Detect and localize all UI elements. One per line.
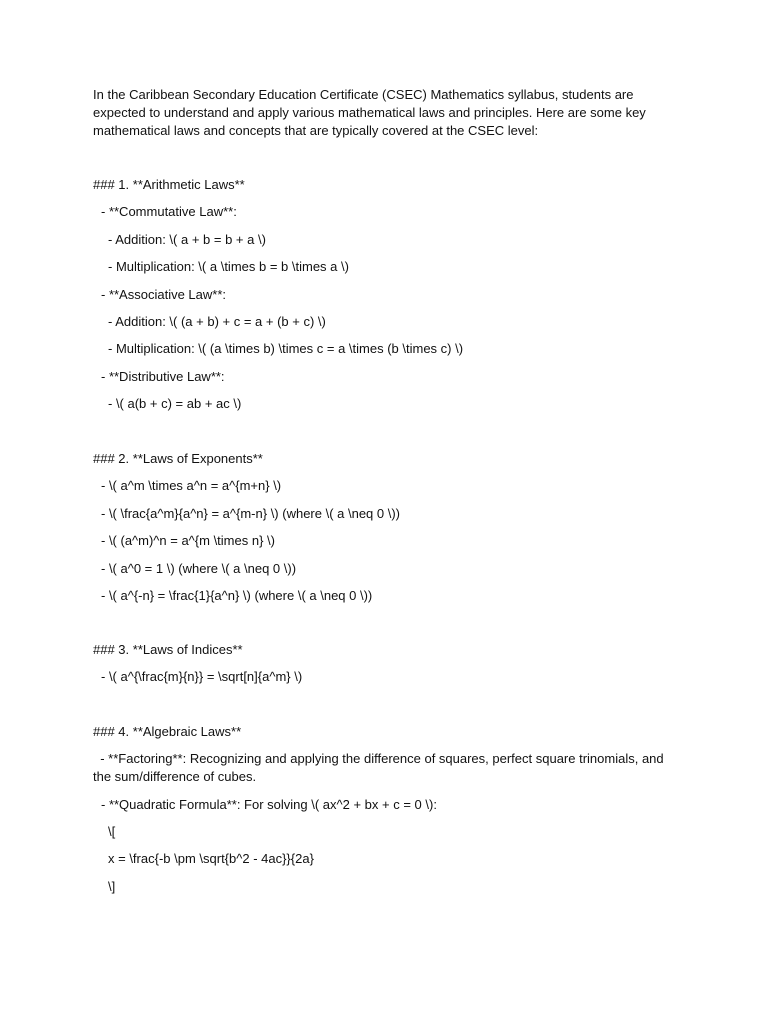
section-heading-algebraic: ### 4. **Algebraic Laws** — [93, 724, 242, 739]
intro-line: mathematical laws and concepts that are typically covered at the CSEC level: — [93, 123, 539, 138]
quadratic-formula-label: - **Quadratic Formula**: For solving \( ax^2 + bx + c = 0 \): — [101, 797, 437, 812]
factoring-line: the sum/difference of cubes. — [93, 769, 257, 784]
section-heading-arithmetic: ### 1. **Arithmetic Laws** — [93, 177, 245, 192]
associative-multiplication: - Multiplication: \( (a \times b) \times c = a \times (b \times c) \) — [108, 341, 464, 356]
commutative-law-label: - **Commutative Law**: — [101, 204, 237, 219]
factoring-paragraph — [93, 750, 678, 786]
section-heading-exponents: ### 2. **Laws of Exponents** — [93, 451, 263, 466]
distributive-rule: - \( a(b + c) = ab + ac \) — [108, 396, 242, 411]
factoring-line: - **Factoring**: Recognizing and applying the difference of squares, perfect square trinomials, and — [93, 751, 664, 766]
commutative-multiplication: - Multiplication: \( a \times b = b \times a \) — [108, 259, 349, 274]
section-heading-indices: ### 3. **Laws of Indices** — [93, 642, 243, 657]
display-math-close: \] — [108, 879, 116, 894]
display-math-open: \[ — [108, 824, 116, 839]
exponent-law-item: - \( a^{-n} = \frac{1}{a^n} \) (where \( a \neq 0 \)) — [101, 588, 373, 603]
exponent-law-item: - \( \frac{a^m}{a^n} = a^{m-n} \) (where \( a \neq 0 \)) — [101, 506, 401, 521]
exponent-law-item: - \( a^0 = 1 \) (where \( a \neq 0 \)) — [101, 561, 297, 576]
intro-line: expected to understand and apply various mathematical laws and principles. Here are some key — [93, 105, 646, 120]
associative-law-label: - **Associative Law**: — [101, 287, 226, 302]
intro-paragraph — [93, 86, 678, 140]
quadratic-formula: x = \frac{-b \pm \sqrt{b^2 - 4ac}}{2a} — [108, 851, 314, 866]
distributive-law-label: - **Distributive Law**: — [101, 369, 225, 384]
intro-line: In the Caribbean Secondary Education Certificate (CSEC) Mathematics syllabus, students are — [93, 87, 634, 102]
commutative-addition: - Addition: \( a + b = b + a \) — [108, 232, 266, 247]
indices-law-item: - \( a^{\frac{m}{n}} = \sqrt[n]{a^m} \) — [101, 669, 303, 684]
exponent-law-item: - \( a^m \times a^n = a^{m+n} \) — [101, 478, 282, 493]
associative-addition: - Addition: \( (a + b) + c = a + (b + c) \) — [108, 314, 326, 329]
exponent-law-item: - \( (a^m)^n = a^{m \times n} \) — [101, 533, 275, 548]
